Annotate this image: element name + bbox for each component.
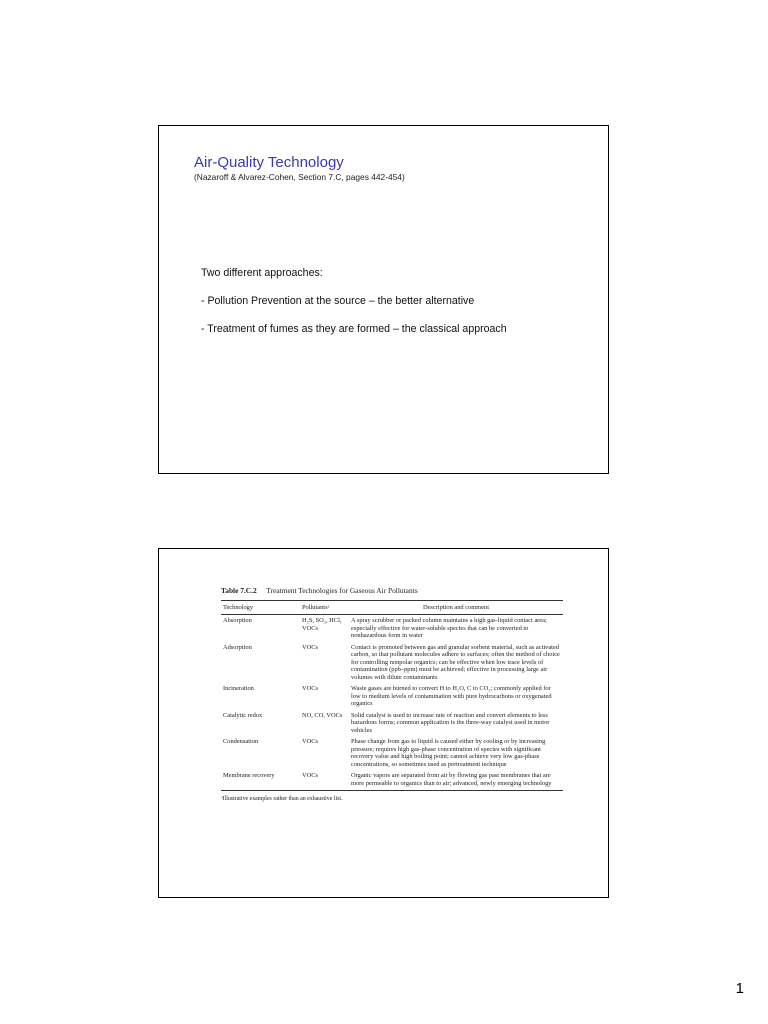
cell-technology: Adsorption — [223, 643, 252, 651]
cell-description: Phase change from gas to liquid is caused either by cooling or by increasing pressure; requires high gas-phase concentration of species with significant recovery value and high boiling point; cannot achieve very low gas-phase concentrations, so sometimes used as pretreatment technique — [351, 738, 546, 768]
table-row — [221, 683, 563, 709]
cell-technology: Absorption — [223, 617, 252, 625]
table-row — [221, 642, 563, 683]
cell-pollutants: NO, CO, VOCs — [302, 711, 343, 719]
table-row — [221, 770, 563, 790]
cell-pollutants: VOCs — [302, 643, 318, 651]
table-row — [221, 615, 563, 642]
table-row — [221, 710, 563, 736]
table-caption — [221, 586, 563, 595]
intro-text: Two different approaches: — [201, 267, 323, 279]
cell-technology: Catalytic redox — [223, 711, 263, 719]
cell-pollutants: H₂S, SO₂, HCl, VOCs — [302, 617, 342, 632]
cell-description: Solid catalyst is used to increase rate of reaction and convert elements to less hazardous forms; common application is the three-way catalyst used in motor vehicles — [351, 711, 550, 734]
cell-pollutants: VOCs — [302, 738, 318, 746]
slide-title: Air-Quality Technology — [194, 154, 344, 171]
slide-subtitle: (Nazaroff & Alvarez-Cohen, Section 7.C, pages 442-454) — [194, 172, 405, 182]
bullet-item: - Treatment of fumes as they are formed – the classical approach — [201, 323, 507, 335]
cell-pollutants: VOCs — [302, 685, 318, 693]
table-number: Table 7.C.2 — [221, 586, 257, 595]
slide-1 — [158, 125, 609, 474]
cell-description: Waste gases are burned to convert H to H₂O, C to CO₂; commonly applied for low to medium levels of contamination with pure hydrocarbons or oxygenated organics — [351, 685, 552, 708]
table-row — [221, 736, 563, 770]
cell-pollutants: VOCs — [300, 770, 349, 790]
table-footnote: ᵃIllustrative examples rather than an exhaustive list. — [221, 796, 343, 803]
cell-technology: Condensation — [223, 738, 259, 746]
table-title: Treatment Technologies for Gaseous Air Pollutants — [266, 586, 418, 595]
column-header-technology: Technology — [221, 601, 300, 615]
cell-description: Contact is promoted between gas and granular sorbent material, such as activated carbon, so that pollutant molecules adhere to surfaces; often the method of choice for controlling nonpolar organics; can be effective when low trace levels of contamination (ppb–ppm) must be achieved; effective in processing large air volumes with dilute contaminants — [351, 643, 560, 681]
table-figure — [221, 586, 563, 802]
treatment-technologies-table — [221, 600, 563, 791]
cell-description: A spray scrubber or packed column maintains a high gas-liquid contact area; especially effective for water-soluble species that can be converted to nonhazardous form in water — [351, 617, 547, 640]
bullet-item: - Pollution Prevention at the source – the better alternative — [201, 295, 475, 307]
column-header-pollutants: Pollutantsᵃ — [300, 601, 349, 615]
page-number: 1 — [735, 980, 744, 997]
table-header-row — [221, 601, 563, 615]
cell-technology: Incineration — [223, 685, 254, 693]
column-header-description: Description and comment — [349, 601, 563, 615]
slide-2 — [158, 548, 609, 898]
cell-technology: Membrane recovery — [221, 770, 300, 790]
cell-description: Organic vapors are separated from air by flowing gas past membranes that are more permeable to organics than to air; advanced, newly emerging technology — [349, 770, 563, 790]
